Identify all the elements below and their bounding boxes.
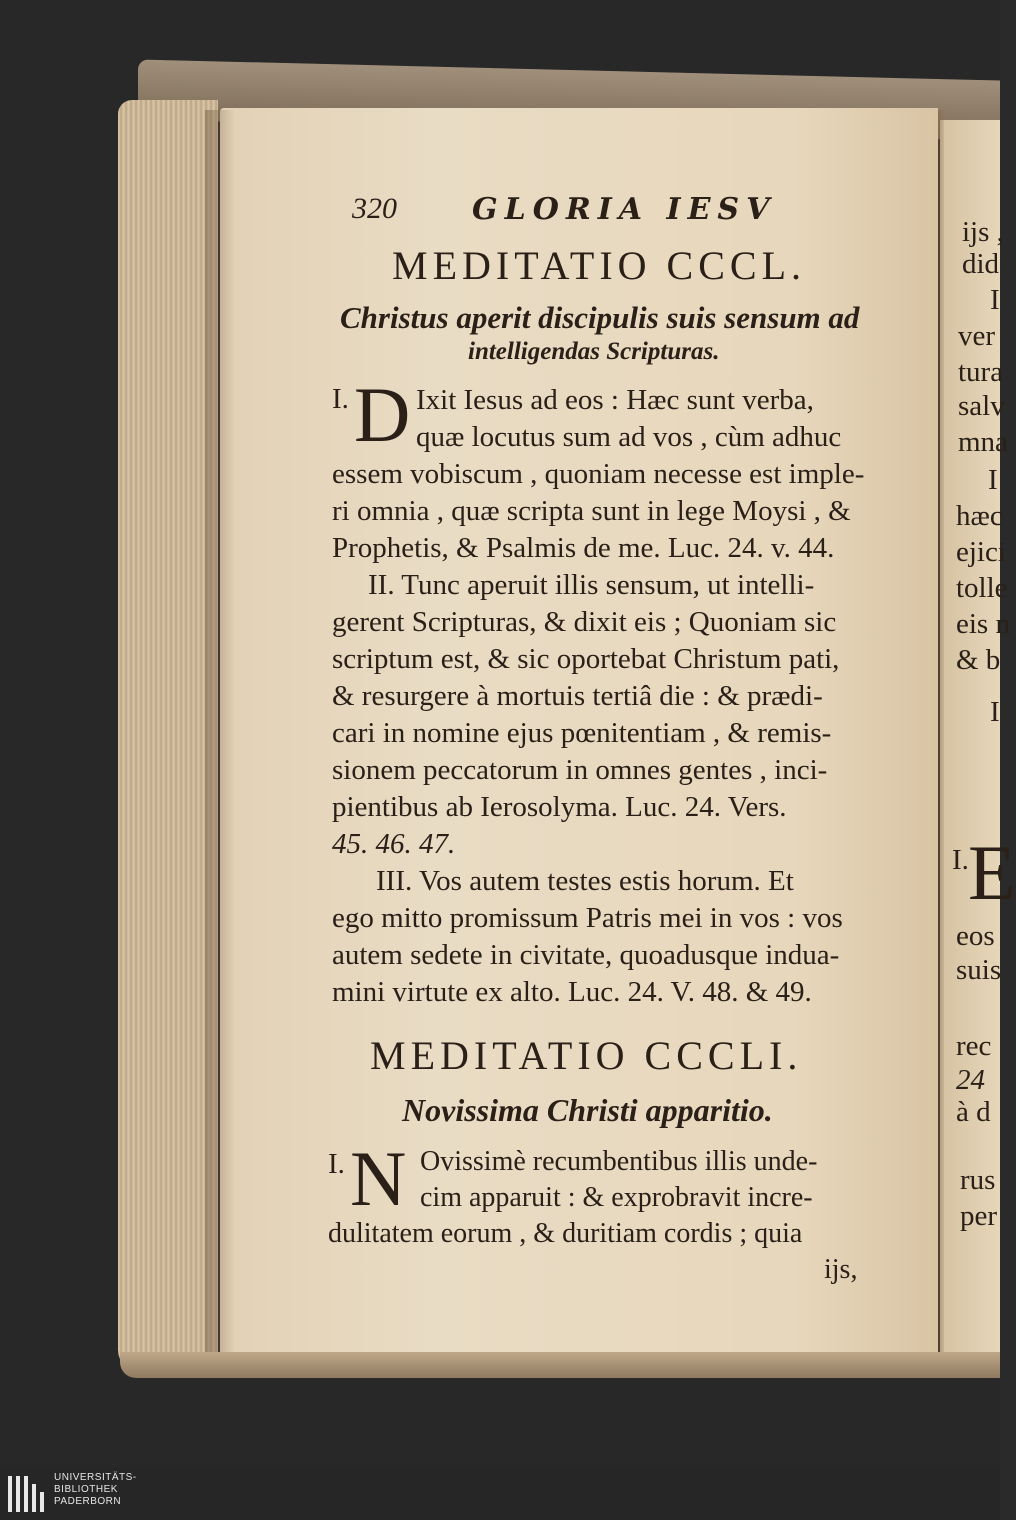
text-line: ego mitto promissum Patris mei in vos : vos	[332, 902, 843, 934]
facing-fragment: ejici	[956, 536, 1006, 568]
text-line: dulitatem eorum , & duritiam cordis ; quia	[328, 1218, 803, 1249]
facing-fragment: eos	[956, 920, 995, 952]
text-line: 45. 46. 47.	[332, 828, 456, 860]
dropcap: D	[354, 371, 411, 458]
text-line: pientibus ab Ierosolyma. Luc. 24. Vers.	[332, 791, 787, 823]
facing-fragment: mna	[958, 426, 1008, 458]
facing-fragment: I	[988, 464, 998, 496]
paragraph-number: I.	[328, 1148, 345, 1180]
section-subtitle: Novissima Christi apparitio.	[402, 1092, 773, 1128]
library-logo-icon	[8, 1476, 48, 1512]
text-line: II. Tunc aperuit illis sensum, ut intelli-	[368, 569, 815, 601]
text-line: autem sedete in civitate, quoadusque indua-	[332, 939, 840, 971]
catchword: ijs,	[824, 1254, 858, 1285]
facing-fragment: & b	[956, 644, 1001, 676]
facing-fragment: rus	[960, 1164, 996, 1196]
facing-fragment: I	[990, 284, 1000, 316]
footer-bar	[0, 1468, 1000, 1520]
facing-fragment: 24	[956, 1064, 985, 1096]
facing-fragment: eis n	[956, 608, 1010, 640]
facing-fragment: did	[962, 248, 1000, 280]
running-head: GLORIA IESV	[472, 192, 777, 227]
text-line: & resurgere à mortuis tertiâ die : & prædi-	[332, 680, 823, 712]
facing-fragment: tolle	[956, 572, 1008, 604]
facing-fragment: hæc	[956, 500, 1003, 532]
text-line: gerent Scripturas, & dixit eis ; Quoniam sic	[332, 606, 837, 638]
facing-fragment: ver	[958, 320, 996, 352]
text-line: Ovissimè recumbentibus illis unde-	[420, 1146, 818, 1177]
text-line: essem vobiscum , quoniam necesse est imple-	[332, 458, 865, 490]
text-line: quæ locutus sum ad vos , cùm adhuc	[416, 421, 842, 453]
page-edges	[118, 100, 218, 1372]
text-line: cim apparuit : & exprobravit incre-	[420, 1182, 813, 1213]
facing-fragment: per	[960, 1200, 998, 1232]
facing-fragment: rec	[956, 1030, 992, 1062]
text-line: sionem peccatorum in omnes gentes , inci-	[332, 754, 828, 786]
logo-text-line: BIBLIOTHEK	[54, 1484, 118, 1495]
facing-fragment: I	[990, 696, 1000, 728]
facing-page	[940, 120, 1016, 1370]
section-title: MEDITATIO CCCLI.	[370, 1033, 803, 1078]
text-line: ri omnia , quæ scripta sunt in lege Moysi , &	[332, 495, 851, 527]
facing-fragment: I.	[952, 844, 969, 876]
paragraph-number: I.	[332, 383, 349, 415]
book-page	[220, 108, 938, 1370]
book-bottom-edge	[120, 1352, 1000, 1378]
page-shadow	[205, 110, 235, 1370]
text-line: mini virtute ex alto. Luc. 24. V. 48. & 49.	[332, 976, 812, 1008]
facing-fragment: suis	[956, 954, 1002, 986]
facing-fragment: salv	[958, 390, 1005, 422]
section-subtitle: intelligendas Scripturas.	[468, 338, 720, 365]
facing-fragment: ijs ,	[962, 216, 1004, 248]
text-line: Ixit Iesus ad eos : Hæc sunt verba,	[416, 384, 814, 416]
page-number: 320	[352, 192, 397, 225]
text-line: cari in nomine ejus pœnitentiam , & remis-	[332, 717, 832, 749]
facing-fragment: à d	[956, 1096, 991, 1128]
facing-dropcap: E	[968, 829, 1016, 916]
facing-fragment: tura	[958, 356, 1004, 388]
logo-text-line: UNIVERSITÄTS-	[54, 1472, 137, 1483]
text-line: scriptum est, & sic oportebat Christum pati,	[332, 643, 840, 675]
text-line: III. Vos autem testes estis horum. Et	[376, 865, 794, 897]
text-line: Prophetis, & Psalmis de me. Luc. 24. v. 44.	[332, 532, 835, 564]
section-title: MEDITATIO CCCL.	[392, 243, 807, 288]
dropcap: N	[350, 1135, 407, 1222]
logo-text-line: PADERBORN	[54, 1496, 122, 1507]
section-subtitle: Christus aperit discipulis suis sensum ad	[340, 300, 860, 335]
